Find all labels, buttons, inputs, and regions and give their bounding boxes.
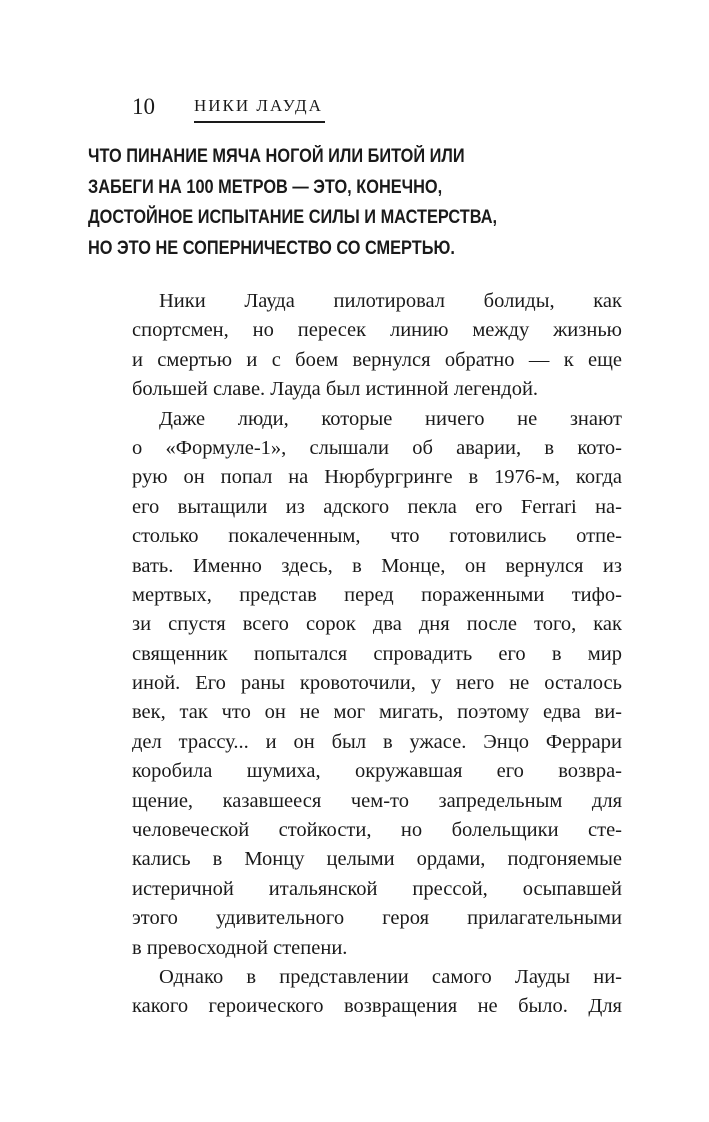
- body-line: коробила шумиха, окружавшая его возвра-: [132, 760, 622, 783]
- body-line: Даже люди, которые ничего не знают: [159, 407, 622, 430]
- body-line: о «Формуле-1», слышали об аварии, в кото-: [132, 436, 622, 459]
- body-line: щение, казавшееся чем-то запредельным для: [132, 789, 622, 812]
- body-line: Однако в представлении самого Лауды ни-: [159, 965, 622, 988]
- body-line: мертвых, представ перед пораженными тифо-: [132, 583, 622, 606]
- body-line: иной. Его раны кровоточили, у него не осталось: [132, 672, 622, 695]
- body-line: вать. Именно здесь, в Монце, он вернулся из: [132, 554, 622, 577]
- body-line: истеричной итальянской прессой, осыпавшей: [132, 877, 622, 900]
- body-line: в превосходной степени.: [132, 936, 348, 959]
- body-line: и смертью и с боем вернулся обратно — к еще: [132, 348, 622, 371]
- body-line: столько покалеченным, что готовились отпе-: [132, 525, 622, 548]
- body-line: кались в Монцу целыми ордами, подгоняемые: [132, 848, 622, 871]
- running-title: НИКИ ЛАУДА: [194, 96, 323, 115]
- epigraph: [88, 142, 552, 264]
- body-line: священник попытался спровадить его в мир: [132, 642, 622, 665]
- body-line: рую он попал на Нюрбургринге в 1976-м, когда: [132, 466, 622, 489]
- body-line: большей славе. Лауда был истинной легендой.: [132, 378, 539, 401]
- epigraph-line: ЗАБЕГИ НА 100 МЕТРОВ — ЭТО, КОНЕЧНО,: [88, 176, 443, 198]
- epigraph-line: ДОСТОЙНОЕ ИСПЫТАНИЕ СИЛЫ И МАСТЕРСТВА,: [88, 207, 498, 228]
- body-line: зи спустя всего сорок два дня после того, как: [132, 613, 622, 636]
- body-line: его вытащили из адского пекла его Ferrari на-: [132, 495, 622, 518]
- epigraph-line: НО ЭТО НЕ СОПЕРНИЧЕСТВО СО СМЕРТЬЮ.: [88, 237, 455, 259]
- body-line: век, так что он не мог мигать, поэтому едва ви-: [132, 701, 622, 724]
- body-line: дел трассу... и он был в ужасе. Энцо Феррари: [132, 730, 622, 753]
- page-number: 10: [132, 94, 155, 119]
- body-line: этого удивительного героя прилагательными: [132, 907, 622, 930]
- body-line: человеческой стойкости, но болельщики сте-: [132, 819, 622, 842]
- body-line: какого героического возвращения не было. Для: [132, 995, 622, 1018]
- running-title-underline: [194, 121, 325, 123]
- body-text: [132, 287, 622, 1022]
- body-line: Ники Лауда пилотировал болиды, как: [159, 290, 622, 312]
- body-line: спортсмен, но пересек линию между жизнью: [132, 319, 622, 342]
- epigraph-line: ЧТО ПИНАНИЕ МЯЧА НОГОЙ ИЛИ БИТОЙ ИЛИ: [88, 146, 465, 167]
